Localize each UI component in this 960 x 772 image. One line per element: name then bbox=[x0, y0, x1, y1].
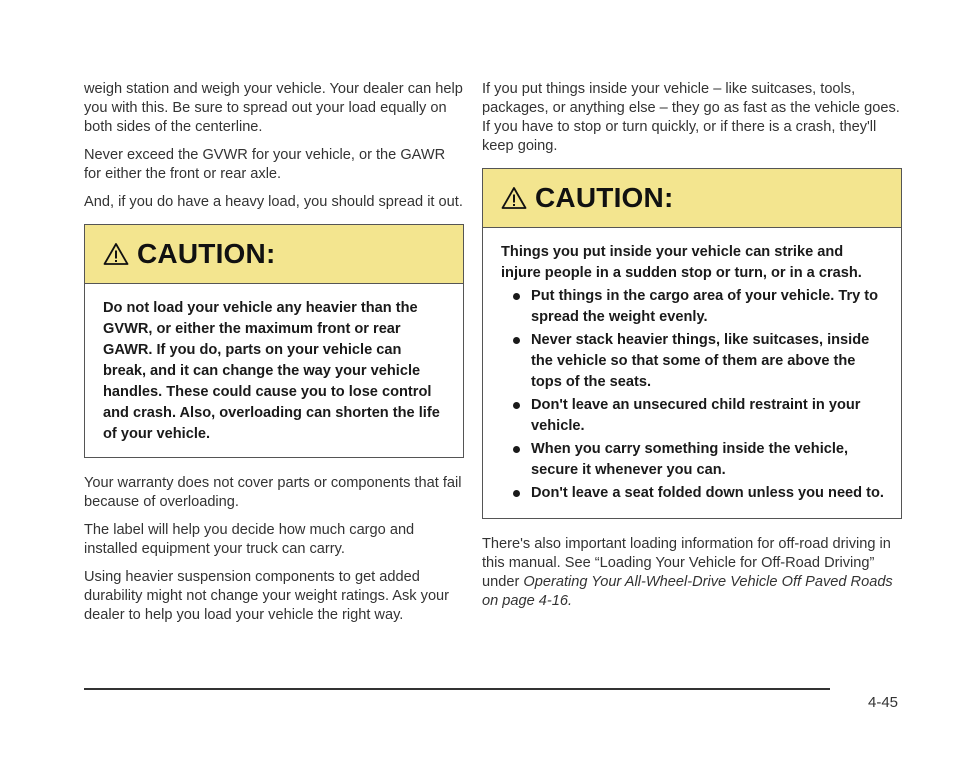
bullet-icon bbox=[513, 337, 520, 344]
list-item bbox=[501, 395, 885, 437]
bullet-text: Don't leave a seat folded down unless you need to. bbox=[531, 485, 884, 501]
caution-header bbox=[85, 225, 463, 284]
paragraph: And, if you do have a heavy load, you should spread it out. bbox=[84, 194, 463, 210]
caution-intro: Things you put inside your vehicle can strike and injure people in a sudden stop or turn, or in a crash. bbox=[501, 244, 862, 281]
right-column bbox=[482, 80, 902, 620]
paragraph: Using heavier suspension components to get added durability might not change your weight ratings. Ask your dealer to help you load your vehicle the right way. bbox=[84, 569, 450, 623]
list-item bbox=[501, 483, 885, 504]
bullet-icon bbox=[513, 446, 520, 453]
bullet-text: Never stack heavier things, like suitcases, inside the vehicle so that some of them are above the tops of the seats. bbox=[531, 332, 870, 390]
caution-title: CAUTION: bbox=[137, 238, 276, 269]
bullet-text: Put things in the cargo area of your vehicle. Try to spread the weight evenly. bbox=[531, 288, 879, 325]
paragraph: Never exceed the GVWR for your vehicle, or the GAWR for either the front or rear axle. bbox=[84, 147, 446, 182]
paragraph: weigh station and weigh your vehicle. Your dealer can help you with this. Be sure to spread out your load equally on both sides of the centerline. bbox=[84, 81, 463, 135]
footer-rule bbox=[84, 688, 830, 690]
list-item bbox=[501, 439, 885, 481]
warning-triangle-icon bbox=[501, 186, 527, 210]
paragraph bbox=[482, 535, 902, 611]
caution-header bbox=[483, 169, 901, 228]
paragraph-text: There's also important loading information for off-road driving in this manual. See “Loading Your Vehicle for Off-Road Driving” under bbox=[482, 536, 891, 590]
bullet-icon bbox=[513, 402, 520, 409]
caution-body bbox=[85, 284, 463, 457]
paragraph: Your warranty does not cover parts or components that fail because of overloading. bbox=[84, 475, 462, 510]
list-item bbox=[501, 330, 885, 393]
paragraph: If you put things inside your vehicle – like suitcases, tools, packages, or anything else – they go as fast as the vehicle goes. If you have to stop or turn quickly, or if there is a crash, they'll keep going. bbox=[482, 81, 900, 154]
bullet-icon bbox=[513, 293, 520, 300]
page-number: 4-45 bbox=[868, 694, 899, 711]
caution-box bbox=[84, 224, 464, 458]
caution-title: CAUTION: bbox=[535, 182, 674, 213]
warning-triangle-icon bbox=[103, 242, 129, 266]
caution-box bbox=[482, 168, 902, 519]
caution-text: Do not load your vehicle any heavier than the GVWR, or either the maximum front or rear GAWR. If you do, parts on your vehicle can break, and it can change the way your vehicle handles. These could cause you to lose control and crash. Also, overloading can shorten the life of your vehicle. bbox=[103, 300, 440, 442]
caution-body bbox=[483, 228, 901, 518]
page-reference-link[interactable]: Operating Your All-Wheel-Drive Vehicle Off Paved Roads on page 4-16. bbox=[482, 574, 893, 609]
caution-bullet-list bbox=[501, 286, 885, 504]
bullet-icon bbox=[513, 490, 520, 497]
list-item bbox=[501, 286, 885, 328]
paragraph: The label will help you decide how much cargo and installed equipment your truck can carry. bbox=[84, 522, 415, 557]
left-column bbox=[84, 80, 464, 634]
bullet-text: Don't leave an unsecured child restraint in your vehicle. bbox=[531, 397, 861, 434]
bullet-text: When you carry something inside the vehicle, secure it whenever you can. bbox=[531, 441, 849, 478]
